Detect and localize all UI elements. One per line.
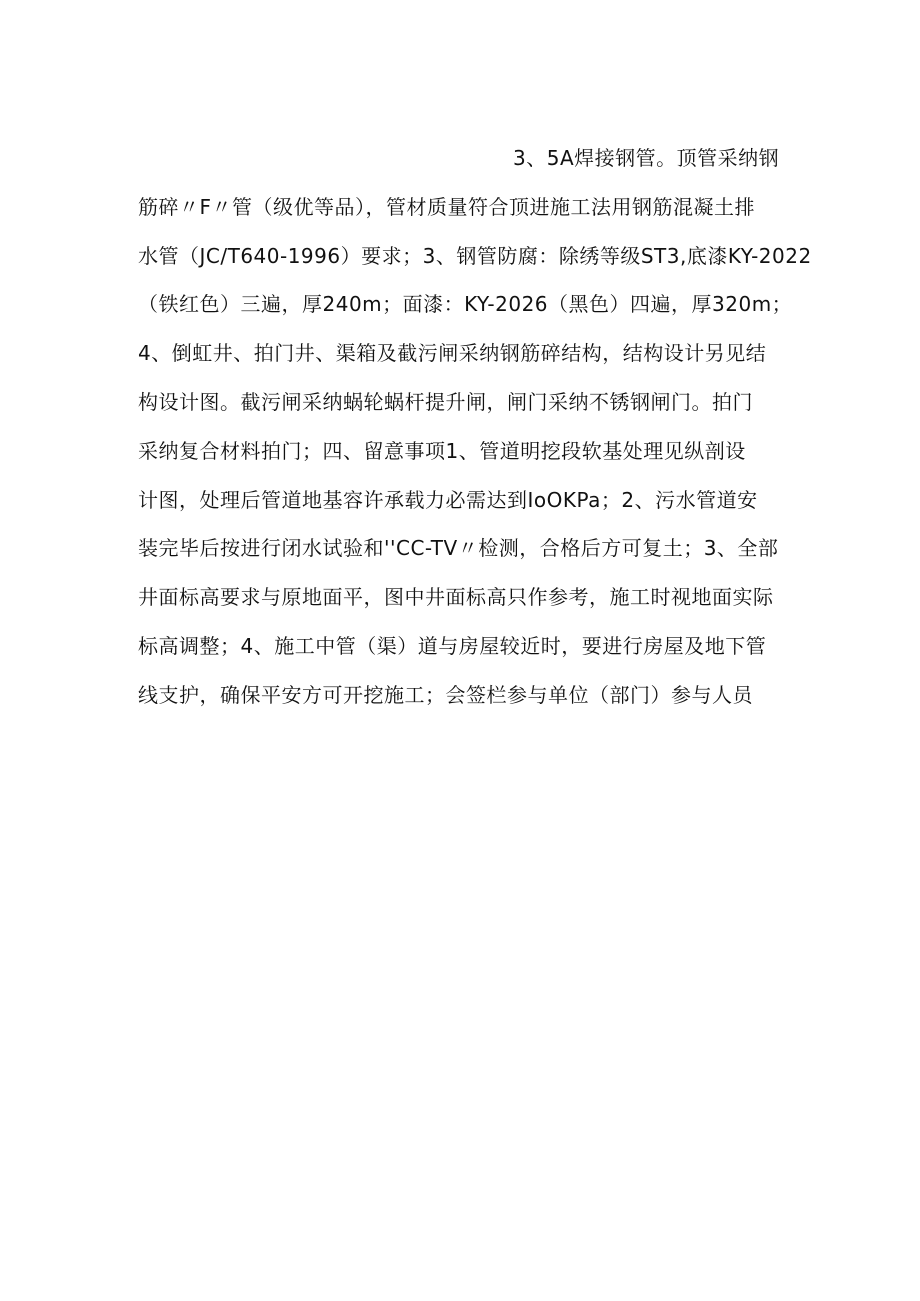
body-text bbox=[138, 134, 812, 720]
text-line: 标高调整；4、施工中管（渠）道与房屋较近时，要进行房屋及地下管 bbox=[138, 633, 767, 658]
text-line: 采纳复合材料拍门；四、留意事项1、管道明挖段软基处理见纵剖设 bbox=[138, 438, 746, 463]
text-line: 井面标高要求与原地面平，图中井面标高只作参考，施工时视地面实际 bbox=[138, 585, 774, 610]
text-line: 筋碎〃F〃管（级优等品），管材质量符合顶进施工法用钢筋混凝土排 bbox=[138, 194, 756, 219]
text-line: 4、倒虹井、拍门井、渠箱及截污闸采纳钢筋碎结构，结构设计另见结 bbox=[138, 341, 767, 366]
text-line: 计图，处理后管道地基容许承载力必需达到IoOKPa；2、污水管道安 bbox=[138, 487, 758, 512]
text-line: 构设计图。截污闸采纳蜗轮蜗杆提升闸，闸门采纳不锈钢闸门。拍门 bbox=[138, 389, 753, 414]
text-line: 线支护，确保平安方可开挖施工；会签栏参与单位（部门）参与人员 bbox=[138, 682, 753, 707]
text-line: 装完毕后按进行闭水试验和''CC-TV〃检测，合格后方可复土；3、全部 bbox=[138, 536, 779, 561]
text-line: 水管（JC/T640-1996）要求；3、钢管防腐：除绣等级ST3,底漆KY-2022 bbox=[138, 243, 812, 268]
text-line: （铁红色）三遍，厚240m；面漆：KY-2026（黑色）四遍，厚320m； bbox=[138, 292, 793, 317]
text-line: 3、5A焊接钢管。顶管采纳钢 bbox=[513, 146, 780, 170]
